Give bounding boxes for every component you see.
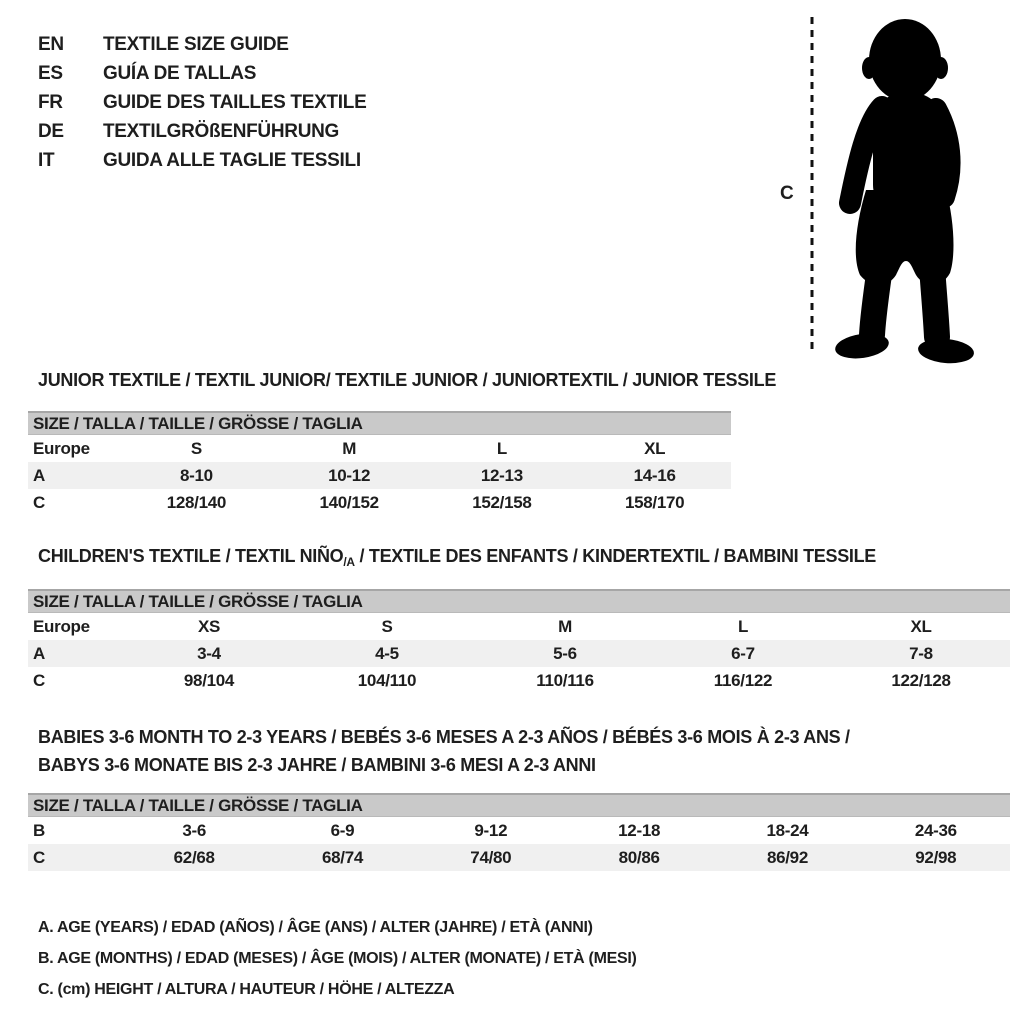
row-label: C [33, 670, 45, 690]
table-cell: 9-12 [474, 820, 508, 840]
row-label: Europe [33, 438, 90, 458]
table-cell: 18-24 [766, 820, 809, 840]
junior-section-title: JUNIOR TEXTILE / TEXTIL JUNIOR/ TEXTILE JUNIOR / JUNIORTEXTIL / JUNIOR TESSILE [38, 370, 777, 390]
table-cell: 140/152 [319, 492, 379, 512]
table-cell: M [558, 616, 572, 636]
children-size-header-bar: SIZE / TALLA / TAILLE / GRÖSSE / TAGLIA [28, 589, 1010, 613]
babies-section-title [38, 723, 850, 779]
lang-label: TEXTILGRÖßENFÜHRUNG [103, 120, 340, 142]
row-label: A [33, 643, 45, 663]
footnotes [38, 912, 637, 1005]
lang-row-it [38, 146, 366, 175]
height-figure [770, 5, 985, 365]
table-cell: 4-5 [375, 643, 399, 663]
row-label: Europe [33, 616, 90, 636]
table-cell: 116/122 [713, 670, 773, 690]
table-cell: 10-12 [328, 465, 371, 485]
lang-label: GUÍA DE TALLAS [103, 62, 257, 84]
table-cell: 62/68 [173, 847, 215, 867]
table-cell: 68/74 [321, 847, 364, 867]
table-cell: M [342, 438, 357, 458]
table-cell: 8-10 [179, 465, 213, 485]
table-row [28, 489, 731, 516]
lang-code: EN [38, 33, 64, 55]
junior-size-table [28, 411, 731, 516]
footnote-a: A. AGE (YEARS) / EDAD (AÑOS) / ÂGE (ANS) / ALTER (JAHRE) / ETÀ (ANNI) [38, 918, 593, 936]
table-cell: XL [910, 616, 932, 636]
table-cell: 14-16 [633, 465, 676, 485]
table-cell: 122/128 [891, 670, 951, 690]
table-cell: 80/86 [618, 847, 660, 867]
children-title-pre: CHILDREN'S TEXTILE / TEXTIL NIÑO [38, 546, 344, 566]
footnote-c: C. (cm) HEIGHT / ALTURA / HAUTEUR / HÖHE / ALTEZZA [38, 980, 455, 998]
table-cell: L [737, 616, 749, 636]
table-cell: 5-6 [553, 643, 577, 663]
children-title-subscript: /A [343, 555, 355, 569]
lang-row-fr [38, 88, 366, 117]
babies-size-header-bar: SIZE / TALLA / TAILLE / GRÖSSE / TAGLIA [28, 793, 1010, 817]
row-label: A [33, 465, 45, 485]
table-cell: L [496, 438, 507, 458]
table-cell: 7-8 [909, 643, 933, 663]
footnote-b: B. AGE (MONTHS) / EDAD (MESES) / ÂGE (MOIS) / ALTER (MONATE) / ETÀ (MESI) [38, 949, 637, 967]
table-row [28, 435, 731, 462]
row-label: C [33, 492, 45, 512]
table-cell: 24-36 [914, 820, 957, 840]
lang-row-de [38, 117, 366, 146]
table-cell: 6-7 [731, 643, 755, 663]
table-row [28, 667, 1010, 694]
table-cell: 158/170 [624, 492, 685, 512]
table-cell: 104/110 [357, 670, 417, 690]
lang-code: ES [38, 62, 63, 84]
lang-label: GUIDA ALLE TAGLIE TESSILI [103, 149, 361, 171]
table-row [28, 640, 1010, 667]
toddler-silhouette-svg [770, 5, 985, 365]
children-section-title [38, 546, 876, 569]
table-cell: XL [644, 438, 666, 458]
table-cell: 92/98 [915, 847, 957, 867]
table-cell: 12-18 [618, 820, 661, 840]
lang-label: TEXTILE SIZE GUIDE [103, 33, 289, 55]
height-measure-label: C [780, 183, 794, 204]
children-title-post: / TEXTILE DES ENFANTS / KINDERTEXTIL / BAMBINI TESSILE [354, 546, 876, 566]
babies-size-table [28, 793, 1010, 871]
table-cell: 3-4 [197, 643, 221, 663]
table-cell: 74/80 [470, 847, 512, 867]
table-cell: 110/116 [536, 670, 594, 690]
children-size-table [28, 589, 1010, 694]
lang-code: DE [38, 120, 64, 142]
toddler-silhouette [834, 19, 975, 365]
table-row [28, 613, 1010, 640]
lang-code: FR [38, 91, 63, 113]
table-row [28, 462, 731, 489]
babies-title-line2: BABYS 3-6 MONATE BIS 2-3 JAHRE / BAMBINI 3-6 MESI A 2-3 ANNI [38, 755, 596, 775]
lang-row-es [38, 59, 366, 88]
junior-size-header-bar: SIZE / TALLA / TAILLE / GRÖSSE / TAGLIA [28, 411, 731, 435]
table-cell: XS [197, 616, 221, 636]
lang-label: GUIDE DES TAILLES TEXTILE [103, 91, 367, 113]
table-cell: 12-13 [480, 465, 523, 485]
table-cell: 152/158 [472, 492, 532, 512]
babies-title-line1: BABIES 3-6 MONTH TO 2-3 YEARS / BEBÉS 3-6 MESES A 2-3 AÑOS / BÉBÉS 3-6 MOIS À 2-3 ANS / [38, 727, 850, 747]
table-cell: S [190, 438, 202, 458]
row-label: B [33, 820, 45, 840]
table-row [28, 817, 1010, 844]
table-cell: 128/140 [166, 492, 227, 512]
lang-row-en [38, 30, 366, 59]
table-cell: S [381, 616, 393, 636]
row-label: C [33, 847, 45, 867]
table-cell: 3-6 [182, 820, 206, 840]
language-list [38, 30, 366, 175]
table-cell: 6-9 [330, 820, 355, 840]
table-row [28, 844, 1010, 871]
table-cell: 98/104 [183, 670, 235, 690]
table-cell: 86/92 [766, 847, 808, 867]
lang-code: IT [38, 149, 55, 171]
